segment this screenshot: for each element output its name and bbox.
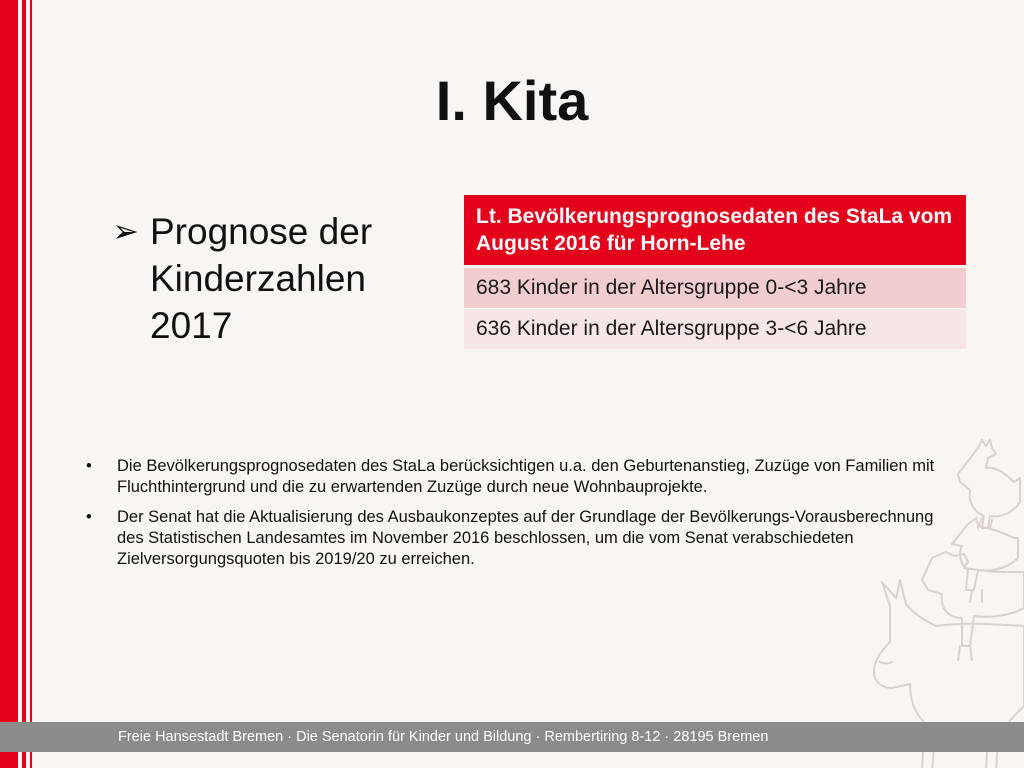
forecast-table-row: 683 Kinder in der Altersgruppe 0-<3 Jahre <box>464 268 966 308</box>
prognose-heading <box>112 208 432 349</box>
bullet-text: Der Senat hat die Aktualisierung des Ausbaukonzeptes auf der Grundlage der Bevölkerungs-Vorausberechnung des Statistischen Landesamtes im November 2016 beschlossen, um die vom Senat verabschiedeten Zielversorgungsquoten bis 2019/20 zu erreichen. <box>117 508 934 568</box>
bremen-town-musicians-icon <box>860 430 1024 768</box>
bullet-item <box>86 456 956 498</box>
slide-title: I. Kita <box>435 69 589 132</box>
bullet-item <box>86 507 956 570</box>
bullet-dot-icon: • <box>86 508 92 526</box>
bullet-list <box>86 456 956 579</box>
forecast-table-header: Lt. Bevölkerungsprognosedaten des StaLa vom August 2016 für Horn-Lehe <box>464 195 966 265</box>
forecast-table-row: 636 Kinder in der Altersgruppe 3-<6 Jahre <box>464 309 966 349</box>
footer-bar <box>0 722 1024 752</box>
bullet-text: Die Bevölkerungsprognosedaten des StaLa berücksichtigen u.a. den Geburtenanstieg, Zuzüge von Familien mit Fluchthintergrund und die zu erwartenden Zuzüge durch neue Wohnbauprojekte. <box>117 457 935 496</box>
bullet-dot-icon: • <box>86 457 92 475</box>
prognose-text: Prognose der Kinderzahlen 2017 <box>150 211 373 346</box>
arrow-bullet-icon: ➢ <box>112 213 139 249</box>
forecast-table <box>464 195 966 349</box>
footer-text: Freie Hansestadt Bremen · Die Senatorin für Kinder und Bildung · Rembertiring 8-12 · 28195 Bremen <box>118 729 769 745</box>
